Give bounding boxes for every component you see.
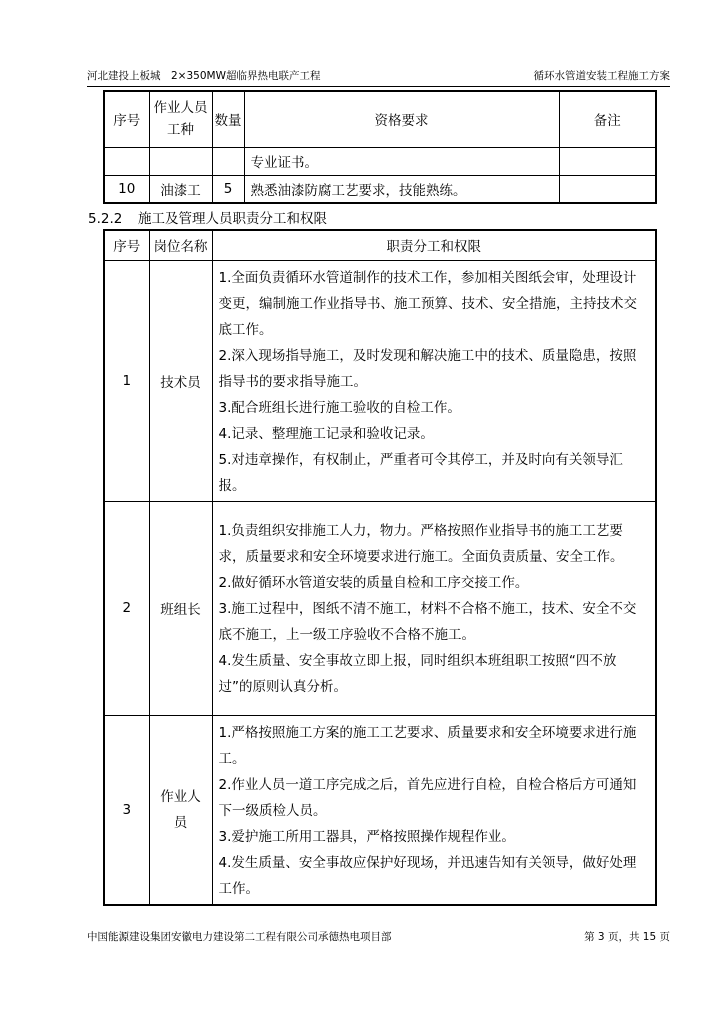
personnel-table-header (104, 91, 656, 147)
col-header-position: 岗位名称 (149, 230, 212, 260)
table-row (104, 147, 656, 175)
section-number: 5.2.2 (88, 211, 123, 227)
col-header-duties: 职责分工和权限 (212, 230, 656, 260)
duty-item: 3.爱护施工所用工器具，严格按照操作规程作业。 (218, 828, 515, 845)
header-rule (87, 86, 670, 87)
cell-no: 1 (104, 260, 149, 501)
cell-position: 技术员 (149, 260, 212, 501)
page-header (87, 66, 670, 84)
duty-item: 1.严格按照施工方案的施工工艺要求、质量要求和安全环境要求进行施工。 (218, 724, 637, 767)
cell-duties (212, 260, 656, 501)
duty-item: 1.负责组织安排施工人力，物力。严格按照作业指导书的施工工艺要求，质量要求和安全环境要求进行施工。全面负责质量、安全工作。 (218, 523, 624, 565)
section-title: 施工及管理人员职责分工和权限 (138, 211, 327, 227)
section-heading (88, 207, 327, 227)
table-row (104, 260, 656, 501)
cell-worker-type: 油漆工 (149, 175, 212, 203)
duty-item: 4.记录、整理施工记录和验收记录。 (218, 425, 434, 442)
cell-qualification: 熟悉油漆防腐工艺要求，技能熟练。 (244, 175, 559, 203)
table-row (104, 175, 656, 203)
col-header-qualification: 资格要求 (244, 91, 559, 147)
footer-page-number: 第 3 页，共 15 页 (584, 931, 670, 943)
cell-qualification: 专业证书。 (244, 147, 559, 175)
duty-item: 2.作业人员一道工序完成之后，首先应进行自检，自检合格后方可通知下一级质检人员。 (218, 776, 637, 819)
cell-position: 作业人员 (149, 715, 212, 905)
cell-note (559, 147, 656, 175)
header-document-title: 循环水管道安装工程施工方案 (533, 70, 670, 82)
col-header-no: 序号 (104, 230, 149, 260)
duty-item: 5.对违章操作，有权制止，严重者可令其停工，并及时向有关领导汇报。 (218, 451, 623, 494)
col-header-worker-type: 作业人员工种 (149, 91, 212, 147)
cell-no (104, 147, 149, 175)
cell-quantity (212, 147, 244, 175)
col-header-note: 备注 (559, 91, 656, 147)
duty-item: 4.发生质量、安全事故立即上报，同时组织本班组职工按照“四不放过”的原则认真分析。 (218, 653, 617, 695)
col-header-no: 序号 (104, 91, 149, 147)
duty-table-header (104, 230, 656, 260)
duty-item: 3.施工过程中，图纸不清不施工，材料不合格不施工，技术、安全不交底不施工，上一级工序验收不合格不施工。 (218, 601, 637, 643)
duty-item: 2.深入现场指导施工，及时发现和解决施工中的技术、质量隐患，按照指导书的要求指导施工。 (218, 347, 637, 390)
cell-no: 2 (104, 501, 149, 715)
cell-quantity: 5 (212, 175, 244, 203)
header-project-title: 河北建投上板城 2×350MW超临界热电联产工程 (87, 70, 321, 82)
duty-table (103, 229, 657, 906)
duty-item: 2.做好循环水管道安装的质量自检和工序交接工作。 (218, 575, 529, 591)
duty-item: 4.发生质量、安全事故应保护好现场，并迅速告知有关领导，做好处理工作。 (218, 854, 637, 897)
cell-worker-type (149, 147, 212, 175)
personnel-table (103, 90, 657, 204)
cell-duties (212, 501, 656, 715)
duty-item: 1.全面负责循环水管道制作的技术工作，参加相关图纸会审，处理设计变更，编制施工作业指导书、施工预算、技术、安全措施，主持技术交底工作。 (218, 269, 637, 338)
cell-position: 班组长 (149, 501, 212, 715)
table-row (104, 715, 656, 905)
col-header-quantity: 数量 (212, 91, 244, 147)
cell-note (559, 175, 656, 203)
cell-no: 3 (104, 715, 149, 905)
duty-item: 3.配合班组长进行施工验收的自检工作。 (218, 399, 461, 416)
footer-company: 中国能源建设集团安徽电力建设第二工程有限公司承德热电项目部 (87, 931, 392, 943)
table-row (104, 501, 656, 715)
cell-duties (212, 715, 656, 905)
cell-no: 10 (104, 175, 149, 203)
